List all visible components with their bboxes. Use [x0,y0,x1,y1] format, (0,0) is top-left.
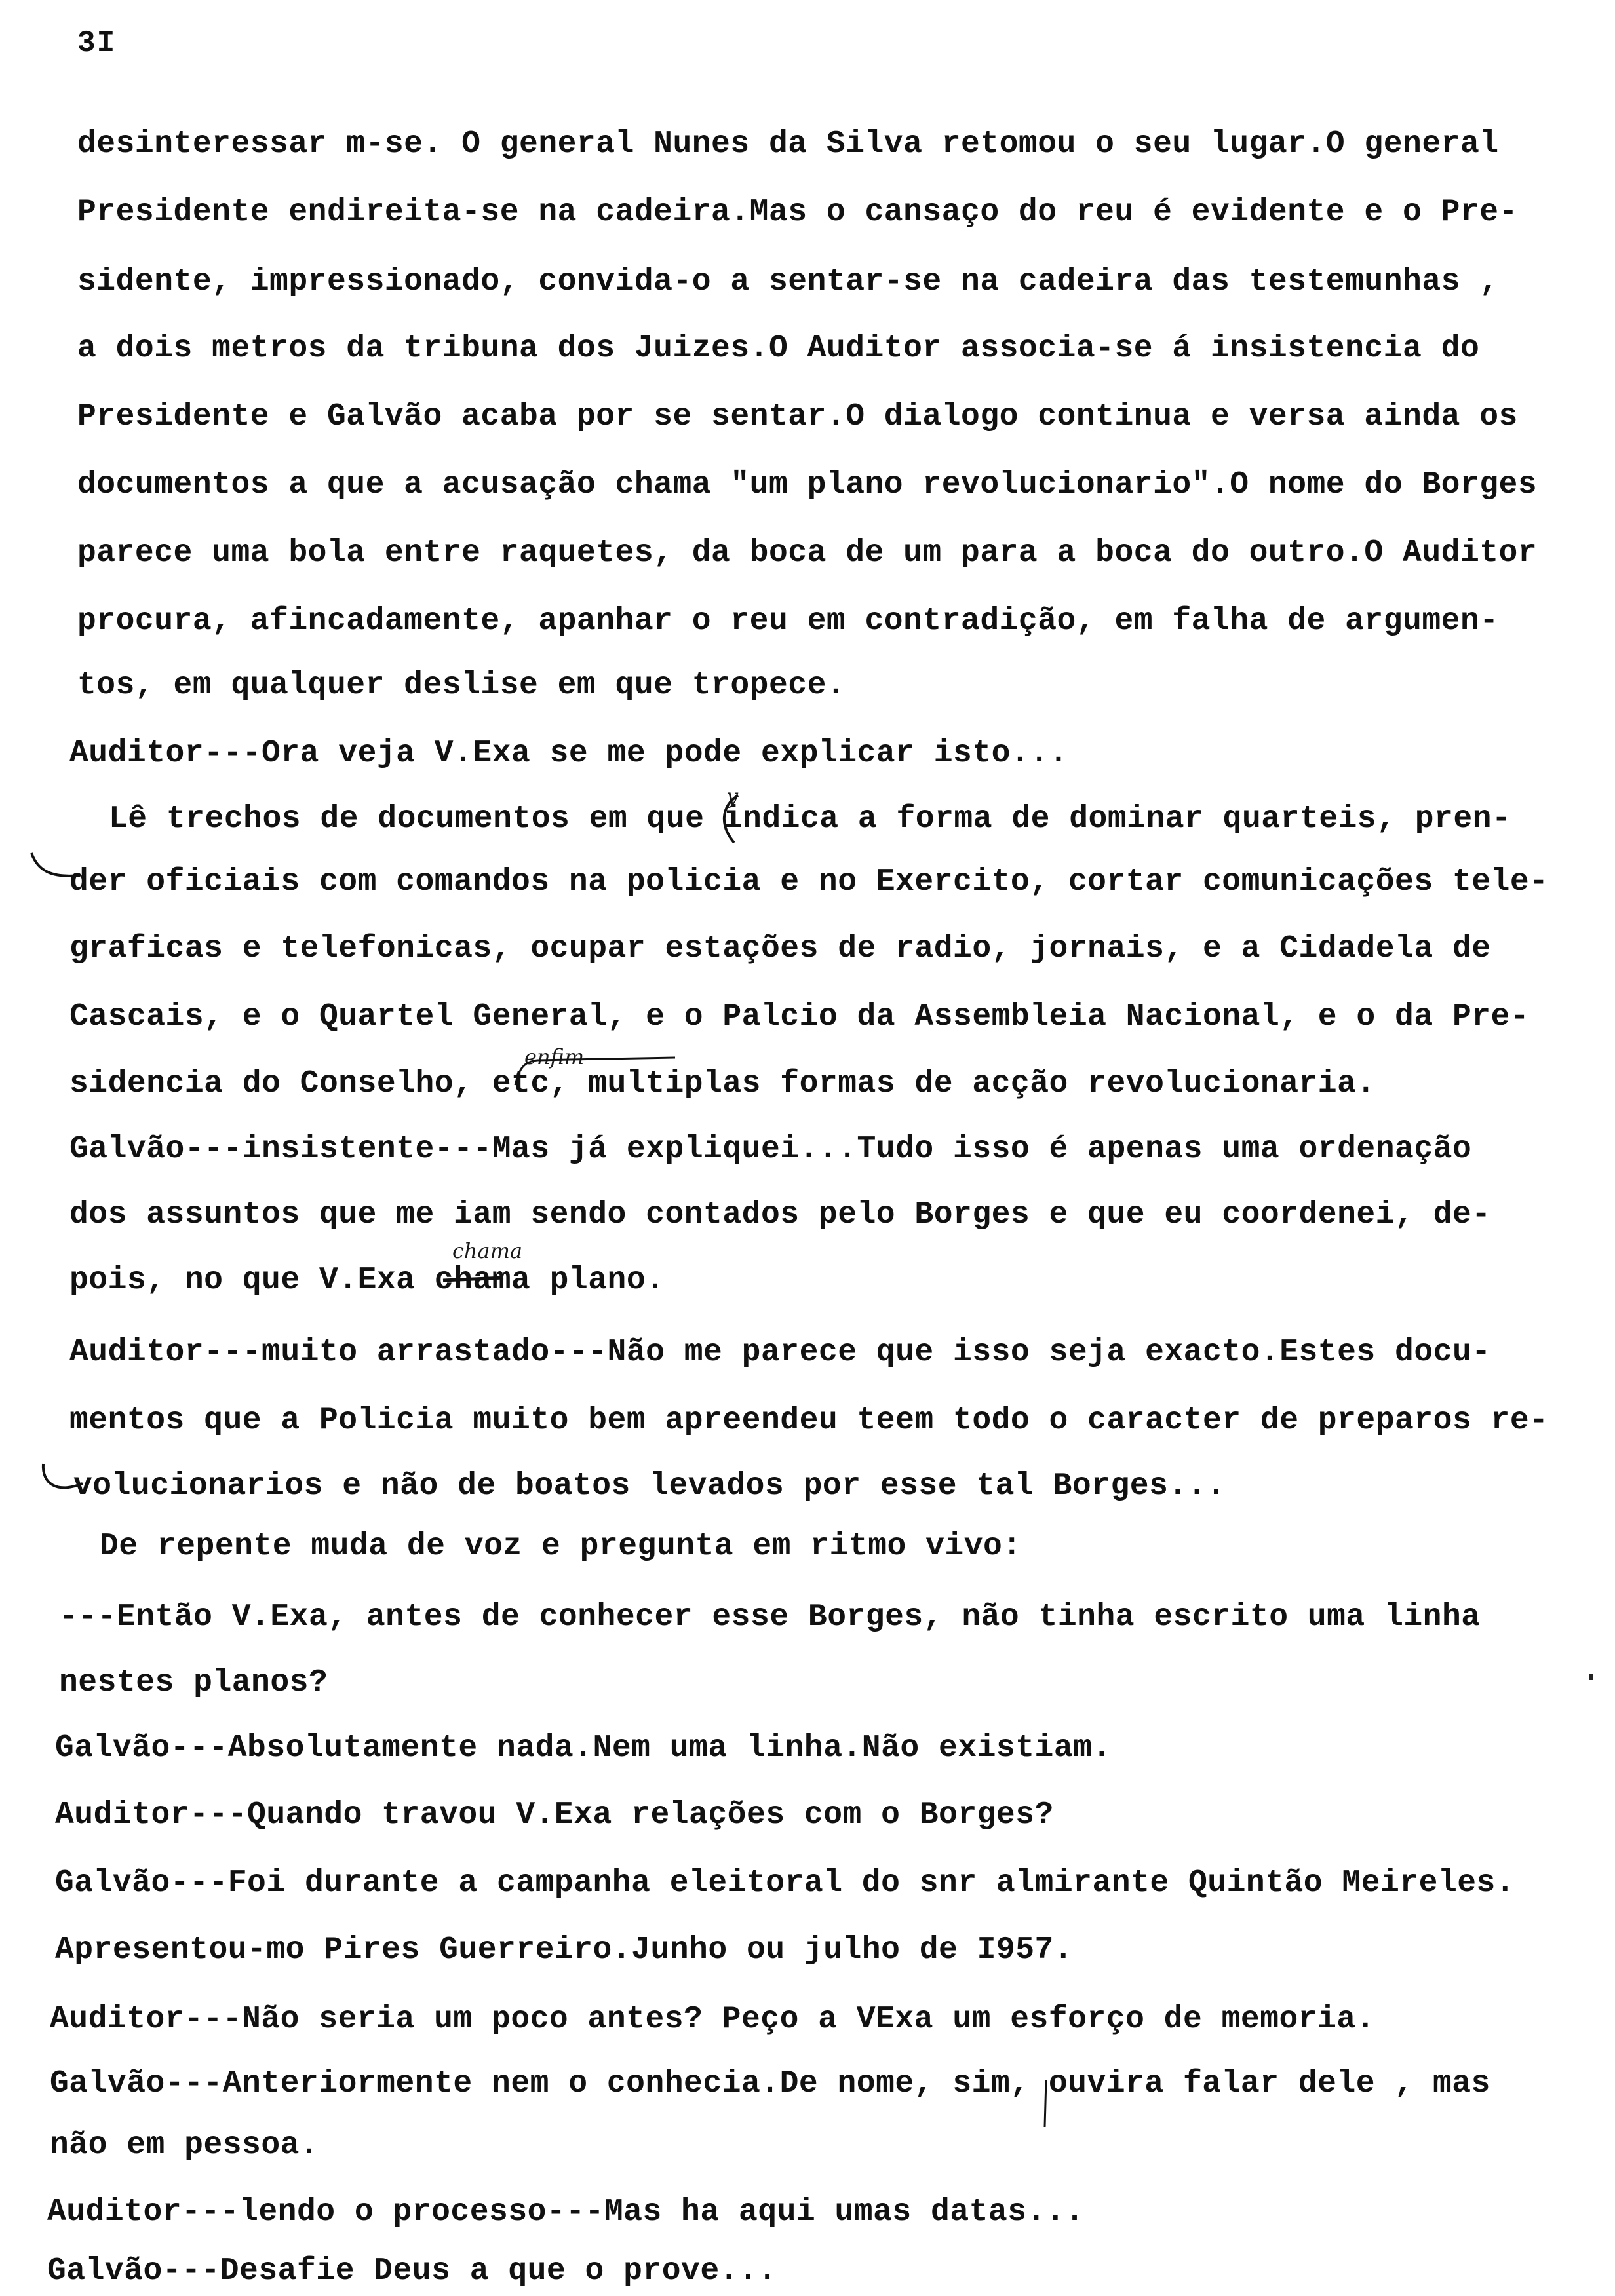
text-line-15: sidencia do Conselho, etc, multiplas formas de acção revolucionaria. [69,1066,1376,1101]
page-number: 3I [77,26,117,60]
text-line-26: Auditor---Quando travou V.Exa relações com o Borges? [55,1797,1054,1833]
text-line-32: Auditor---lendo o processo---Mas ha aqui umas datas... [47,2194,1085,2230]
scan-speck [1589,1674,1593,1680]
text-line-29: Auditor---Não seria um poco antes? Peço a VExa um esforço de memoria. [50,2002,1376,2037]
margin-mark-upper [26,845,85,891]
text-line-17: dos assuntos que me iam sendo contados pelo Borges e que eu coordenei, de- [69,1197,1491,1233]
text-line-20: mentos que a Policia muito bem apreendeu teem todo o caracter de preparos re- [69,1403,1549,1438]
insertion-caret-multiplas [511,1048,682,1088]
margin-mark-lower [37,1457,89,1503]
text-line-5: Presidente e Galvão acaba por se sentar.O dialogo continua e versa ainda os [77,399,1518,434]
text-line-18: pois, no que V.Exa chama plano. [69,1263,665,1298]
strikeout-ama [440,1266,506,1292]
handwritten-insert-y: y [726,784,739,809]
text-line-3: sidente, impressionado, convida-o a sentar-se na cadeira das testemunhas , [77,264,1499,299]
text-line-16: Galvão---insistente---Mas já expliquei...Tudo isso é apenas uma ordenação [69,1132,1472,1167]
text-line-31: não em pessoa. [50,2128,319,2163]
text-line-1: desinteressar m-se. O general Nunes da Silva retomou o seu lugar.O general [77,126,1499,162]
text-line-30: Galvão---Anteriormente nem o conhecia.De nome, sim, ouvira falar dele , mas [50,2066,1490,2101]
text-line-7: parece uma bola entre raquetes, da boca de um para a boca do outro.O Auditor [77,535,1538,571]
text-line-28: Apresentou-mo Pires Guerreiro.Junho ou julho de I957. [55,1932,1074,1968]
text-line-33: Galvão---Desafie Deus a que o prove... [47,2253,777,2289]
text-line-19: Auditor---muito arrastado---Não me parece que isso seja exacto.Estes docu- [69,1335,1491,1370]
text-line-22: De repente muda de voz e pregunta em ritmo vivo: [100,1529,1022,1564]
text-line-25: Galvão---Absolutamente nada.Nem uma linha.Não existiam. [55,1731,1112,1766]
text-line-8: procura, afincadamente, apanhar o reu em contradição, em falha de argumen- [77,603,1499,639]
insertion-caret-sim [1040,2077,1053,2130]
handwritten-insert-chama: chama [452,1238,523,1263]
text-line-14: Cascais, e o Quartel General, e o Palcio da Assembleia Nacional, e o da Pre- [69,999,1530,1035]
text-line-13: graficas e telefonicas, ocupar estações de radio, jornais, e a Cidadela de [69,931,1491,966]
text-line-6: documentos a que a acusação chama "um plano revolucionario".O nome do Borges [77,467,1538,503]
handwritten-insert-enfim: enfim [524,1044,585,1069]
text-line-12: der oficiais com comandos na policia e no Exercito, cortar comunicações tele- [69,864,1549,900]
text-line-2: Presidente endireita-se na cadeira.Mas o cansaço do reu é evidente e o Pre- [77,195,1518,230]
text-line-11: Lê trechos de documentos em que indica a forma de dominar quarteis, pren- [109,801,1511,837]
insertion-caret-indica [714,793,747,845]
text-line-10: Auditor---Ora veja V.Exa se me pode explicar isto... [69,736,1068,771]
text-line-21: volucionarios e não de boatos levados por esse tal Borges... [73,1468,1226,1504]
text-line-9: tos, em qualquer deslise em que tropece. [77,668,846,703]
text-line-4: a dois metros da tribuna dos Juizes.O Auditor associa-se á insistencia do [77,331,1480,366]
text-line-27: Galvão---Foi durante a campanha eleitoral do snr almirante Quintão Meireles. [55,1866,1515,1901]
text-line-24: nestes planos? [59,1665,328,1700]
text-line-23: ---Então V.Exa, antes de conhecer esse Borges, não tinha escrito uma linha [59,1599,1481,1635]
